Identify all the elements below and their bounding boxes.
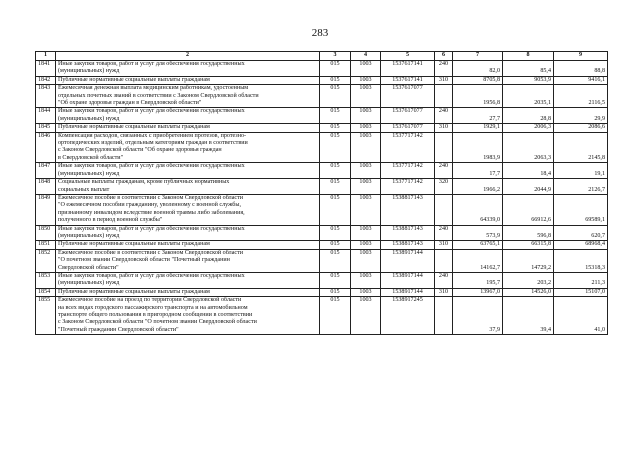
row-number-cell: 1845 (36, 124, 56, 132)
value-year3-cell: 19,1 (554, 163, 608, 179)
row-number-cell: 1853 (36, 272, 56, 288)
target-article-cell: 1538817143 (381, 225, 435, 241)
value-year1-cell: 573,9 (453, 225, 503, 241)
expense-type-cell (435, 194, 453, 225)
row-name-line: с Законом Свердловской области "О почетном звании Свердловской области (58, 319, 257, 326)
header-cell: 7 (453, 52, 503, 61)
table-row (36, 241, 608, 249)
row-name-cell (56, 272, 320, 288)
expense-type-cell: 240 (435, 163, 453, 179)
value-year1-cell: 27,7 (453, 108, 503, 124)
row-name-line: социальных выплат (58, 186, 110, 193)
target-article-cell: 1538917144 (381, 249, 435, 272)
row-name-line: Публичные нормативные социальные выплаты гражданам (58, 288, 210, 295)
expense-type-cell: 240 (435, 108, 453, 124)
table-row (36, 272, 608, 288)
expense-type-cell: 240 (435, 272, 453, 288)
row-name-cell (56, 241, 320, 249)
table-row (36, 132, 608, 163)
row-name-cell (56, 108, 320, 124)
row-name-line: Иные закупки товаров, работ и услуг для обеспечения государственных (58, 225, 245, 232)
ministry-code-cell: 015 (320, 272, 351, 288)
expense-type-cell: 320 (435, 179, 453, 195)
row-name-line: Компенсация расходов, связанных с приобретением протезов, протезно- (58, 132, 247, 139)
row-name-line: с Законом Свердловской области "Об охране здоровья граждан (58, 147, 222, 154)
row-number-cell: 1852 (36, 249, 56, 272)
row-name-cell (56, 76, 320, 84)
ministry-code-cell: 015 (320, 132, 351, 163)
row-name-line: транспорте общего пользования в пригородном сообщении в соответствии (58, 312, 253, 318)
target-article-cell: 1537617077 (381, 85, 435, 108)
value-year2-cell: 18,4 (503, 163, 554, 179)
target-article-cell: 1538817143 (381, 194, 435, 225)
ministry-code-cell: 015 (320, 249, 351, 272)
table-header-row (36, 52, 608, 61)
value-year2-cell: 2006,3 (503, 124, 554, 132)
row-number-cell: 1843 (36, 85, 56, 108)
table-row (36, 194, 608, 225)
value-year2-cell: 66315,8 (503, 241, 554, 249)
row-number-cell: 1844 (36, 108, 56, 124)
value-year1-cell: 1983,9 (453, 132, 503, 163)
row-name-line: Публичные нормативные социальные выплаты гражданам (58, 76, 210, 83)
section-code-cell: 1003 (351, 61, 381, 77)
header-cell: 1 (36, 52, 56, 61)
ministry-code-cell: 015 (320, 288, 351, 296)
section-code-cell: 1003 (351, 124, 381, 132)
row-name-line: "О ежемесячном пособии гражданину, уволенному с военной службы, (58, 202, 241, 209)
row-name-line: Ежемесячное пособие на проезд по территории Свердловской области (58, 297, 242, 304)
target-article-cell: 1538917144 (381, 272, 435, 288)
header-cell: 5 (381, 52, 435, 61)
header-cell: 2 (56, 52, 320, 61)
target-article-cell: 1537717142 (381, 132, 435, 163)
header-cell: 9 (554, 52, 608, 61)
section-code-cell: 1003 (351, 132, 381, 163)
value-year3-cell: 41,0 (554, 297, 608, 335)
value-year1-cell: 82,0 (453, 61, 503, 77)
expense-type-cell (435, 249, 453, 272)
expense-type-cell (435, 85, 453, 108)
value-year2-cell: 14729,2 (503, 249, 554, 272)
value-year3-cell: 15107,0 (554, 288, 608, 296)
value-year2-cell: 66912,6 (503, 194, 554, 225)
value-year1-cell: 14162,7 (453, 249, 503, 272)
header-cell: 3 (320, 52, 351, 61)
ministry-code-cell: 015 (320, 85, 351, 108)
row-name-line: Свердловской области" (58, 264, 119, 271)
target-article-cell: 1538817143 (381, 241, 435, 249)
expense-type-cell: 310 (435, 288, 453, 296)
ministry-code-cell: 015 (320, 179, 351, 195)
row-name-line: Социальные выплаты гражданам, кроме публичных нормативных (58, 179, 230, 186)
ministry-code-cell: 015 (320, 241, 351, 249)
row-name-line: Публичные нормативные социальные выплаты гражданам (58, 124, 210, 131)
expense-type-cell (435, 132, 453, 163)
row-name-line: Ежемесячное пособие в соответствии с Законом Свердловской области (58, 194, 244, 201)
row-number-cell: 1851 (36, 241, 56, 249)
value-year2-cell: 203,2 (503, 272, 554, 288)
row-name-line: в Свердловской области" (58, 154, 124, 161)
ministry-code-cell: 015 (320, 124, 351, 132)
table-row (36, 85, 608, 108)
value-year2-cell: 14526,0 (503, 288, 554, 296)
row-name-line: на всех видах городского пассажирского транспорта и на автомобильном (58, 304, 248, 311)
expense-type-cell: 310 (435, 241, 453, 249)
value-year1-cell: 63765,1 (453, 241, 503, 249)
expense-type-cell (435, 297, 453, 335)
row-name-cell (56, 163, 320, 179)
row-name-line: полученного в период военной службы" (58, 217, 163, 224)
row-name-line: Иные закупки товаров, работ и услуг для обеспечения государственных (58, 272, 245, 279)
value-year2-cell: 2044,9 (503, 179, 554, 195)
value-year2-cell: 39,4 (503, 297, 554, 335)
row-name-cell (56, 124, 320, 132)
expense-type-cell: 310 (435, 124, 453, 132)
section-code-cell: 1003 (351, 225, 381, 241)
value-year3-cell: 2086,6 (554, 124, 608, 132)
row-name-cell (56, 297, 320, 335)
row-name-cell (56, 194, 320, 225)
ministry-code-cell: 015 (320, 76, 351, 84)
row-name-line: "О почетном звании Свердловской области "Почетный гражданин (58, 257, 230, 264)
row-name-line: (муниципальных) нужд (58, 232, 120, 239)
row-name-cell (56, 85, 320, 108)
section-code-cell: 1003 (351, 241, 381, 249)
section-code-cell: 1003 (351, 85, 381, 108)
row-name-line: ортопедических изделий, отдельным категориям граждан в соответствии (58, 140, 248, 147)
ministry-code-cell: 015 (320, 194, 351, 225)
value-year3-cell: 69589,1 (554, 194, 608, 225)
ministry-code-cell: 015 (320, 108, 351, 124)
row-name-cell (56, 288, 320, 296)
row-name-line: Иные закупки товаров, работ и услуг для обеспечения государственных (58, 61, 245, 67)
value-year3-cell: 211,3 (554, 272, 608, 288)
expense-type-cell: 240 (435, 225, 453, 241)
section-code-cell: 1003 (351, 163, 381, 179)
row-number-cell: 1854 (36, 288, 56, 296)
target-article-cell: 1538917144 (381, 288, 435, 296)
row-name-cell (56, 61, 320, 77)
value-year2-cell: 85,4 (503, 61, 554, 77)
table-row (36, 108, 608, 124)
target-article-cell: 1537617077 (381, 108, 435, 124)
ministry-code-cell: 015 (320, 225, 351, 241)
value-year3-cell: 2126,7 (554, 179, 608, 195)
value-year1-cell: 37,9 (453, 297, 503, 335)
table-row (36, 61, 608, 77)
row-name-cell (56, 132, 320, 163)
target-article-cell: 1537717142 (381, 163, 435, 179)
table-row (36, 76, 608, 84)
table-row (36, 124, 608, 132)
row-name-line: Ежемесячное пособие в соответствии с Законом Свердловской области (58, 249, 244, 256)
table-row (36, 225, 608, 241)
value-year1-cell: 195,7 (453, 272, 503, 288)
row-name-line: "Почетный гражданин Свердловской области" (58, 326, 179, 333)
row-name-line: (муниципальных) нужд (58, 280, 120, 287)
row-name-line: признанному инвалидом вследствие военной травмы либо заболевания, (58, 209, 245, 216)
row-number-cell: 1855 (36, 297, 56, 335)
value-year3-cell: 620,7 (554, 225, 608, 241)
section-code-cell: 1003 (351, 194, 381, 225)
budget-table (35, 51, 608, 335)
target-article-cell: 1537617077 (381, 124, 435, 132)
section-code-cell: 1003 (351, 76, 381, 84)
page-number: 283 (311, 27, 329, 39)
value-year1-cell: 64339,0 (453, 194, 503, 225)
target-article-cell: 1537717142 (381, 179, 435, 195)
section-code-cell: 1003 (351, 288, 381, 296)
row-name-cell (56, 249, 320, 272)
value-year2-cell: 28,8 (503, 108, 554, 124)
row-name-cell (56, 225, 320, 241)
row-name-line: "Об охране здоровья граждан в Свердловской области" (58, 100, 202, 107)
value-year3-cell: 15318,3 (554, 249, 608, 272)
section-code-cell: 1003 (351, 179, 381, 195)
value-year3-cell: 2145,8 (554, 132, 608, 163)
section-code-cell: 1003 (351, 249, 381, 272)
table-row (36, 249, 608, 272)
value-year3-cell: 9416,1 (554, 76, 608, 84)
ministry-code-cell: 015 (320, 61, 351, 77)
expense-type-cell: 240 (435, 61, 453, 77)
section-code-cell: 1003 (351, 108, 381, 124)
value-year1-cell: 17,7 (453, 163, 503, 179)
value-year1-cell: 8705,8 (453, 76, 503, 84)
value-year1-cell: 1966,2 (453, 179, 503, 195)
row-number-cell: 1849 (36, 194, 56, 225)
row-name-line: Иные закупки товаров, работ и услуг для обеспечения государственных (58, 163, 245, 170)
table-body (36, 52, 608, 335)
table-row (36, 288, 608, 296)
row-name-line: (муниципальных) нужд (58, 68, 120, 75)
header-cell: 4 (351, 52, 381, 61)
row-name-line: Иные закупки товаров, работ и услуг для обеспечения государственных (58, 108, 245, 115)
value-year2-cell: 2063,3 (503, 132, 554, 163)
row-name-line: (муниципальных) нужд (58, 170, 120, 177)
value-year3-cell: 2116,5 (554, 85, 608, 108)
target-article-cell: 1537617141 (381, 76, 435, 84)
row-name-line: Ежемесячная денежная выплата медицинским работникам, удостоенным (58, 85, 249, 92)
row-number-cell: 1847 (36, 163, 56, 179)
row-number-cell: 1842 (36, 76, 56, 84)
header-cell: 8 (503, 52, 554, 61)
table-row (36, 179, 608, 195)
value-year3-cell: 88,8 (554, 61, 608, 77)
value-year3-cell: 68968,4 (554, 241, 608, 249)
table-row (36, 297, 608, 335)
ministry-code-cell: 015 (320, 163, 351, 179)
row-name-line: (муниципальных) нужд (58, 115, 120, 122)
value-year3-cell: 29,9 (554, 108, 608, 124)
target-article-cell: 1537617141 (381, 61, 435, 77)
header-cell: 6 (435, 52, 453, 61)
value-year2-cell: 9053,9 (503, 76, 554, 84)
row-name-line: Публичные нормативные социальные выплаты гражданам (58, 241, 210, 248)
row-number-cell: 1841 (36, 61, 56, 77)
value-year1-cell: 1956,8 (453, 85, 503, 108)
section-code-cell: 1003 (351, 272, 381, 288)
row-name-line: отдельных почетных званий в соответствии с Законом Свердловской области (58, 92, 259, 99)
expense-type-cell: 310 (435, 76, 453, 84)
value-year1-cell: 13967,0 (453, 288, 503, 296)
row-number-cell: 1848 (36, 179, 56, 195)
target-article-cell: 1538917245 (381, 297, 435, 335)
section-code-cell: 1003 (351, 297, 381, 335)
ministry-code-cell: 015 (320, 297, 351, 335)
row-name-cell (56, 179, 320, 195)
row-number-cell: 1850 (36, 225, 56, 241)
row-number-cell: 1846 (36, 132, 56, 163)
value-year2-cell: 2035,1 (503, 85, 554, 108)
table-row (36, 163, 608, 179)
value-year1-cell: 1929,1 (453, 124, 503, 132)
value-year2-cell: 596,8 (503, 225, 554, 241)
